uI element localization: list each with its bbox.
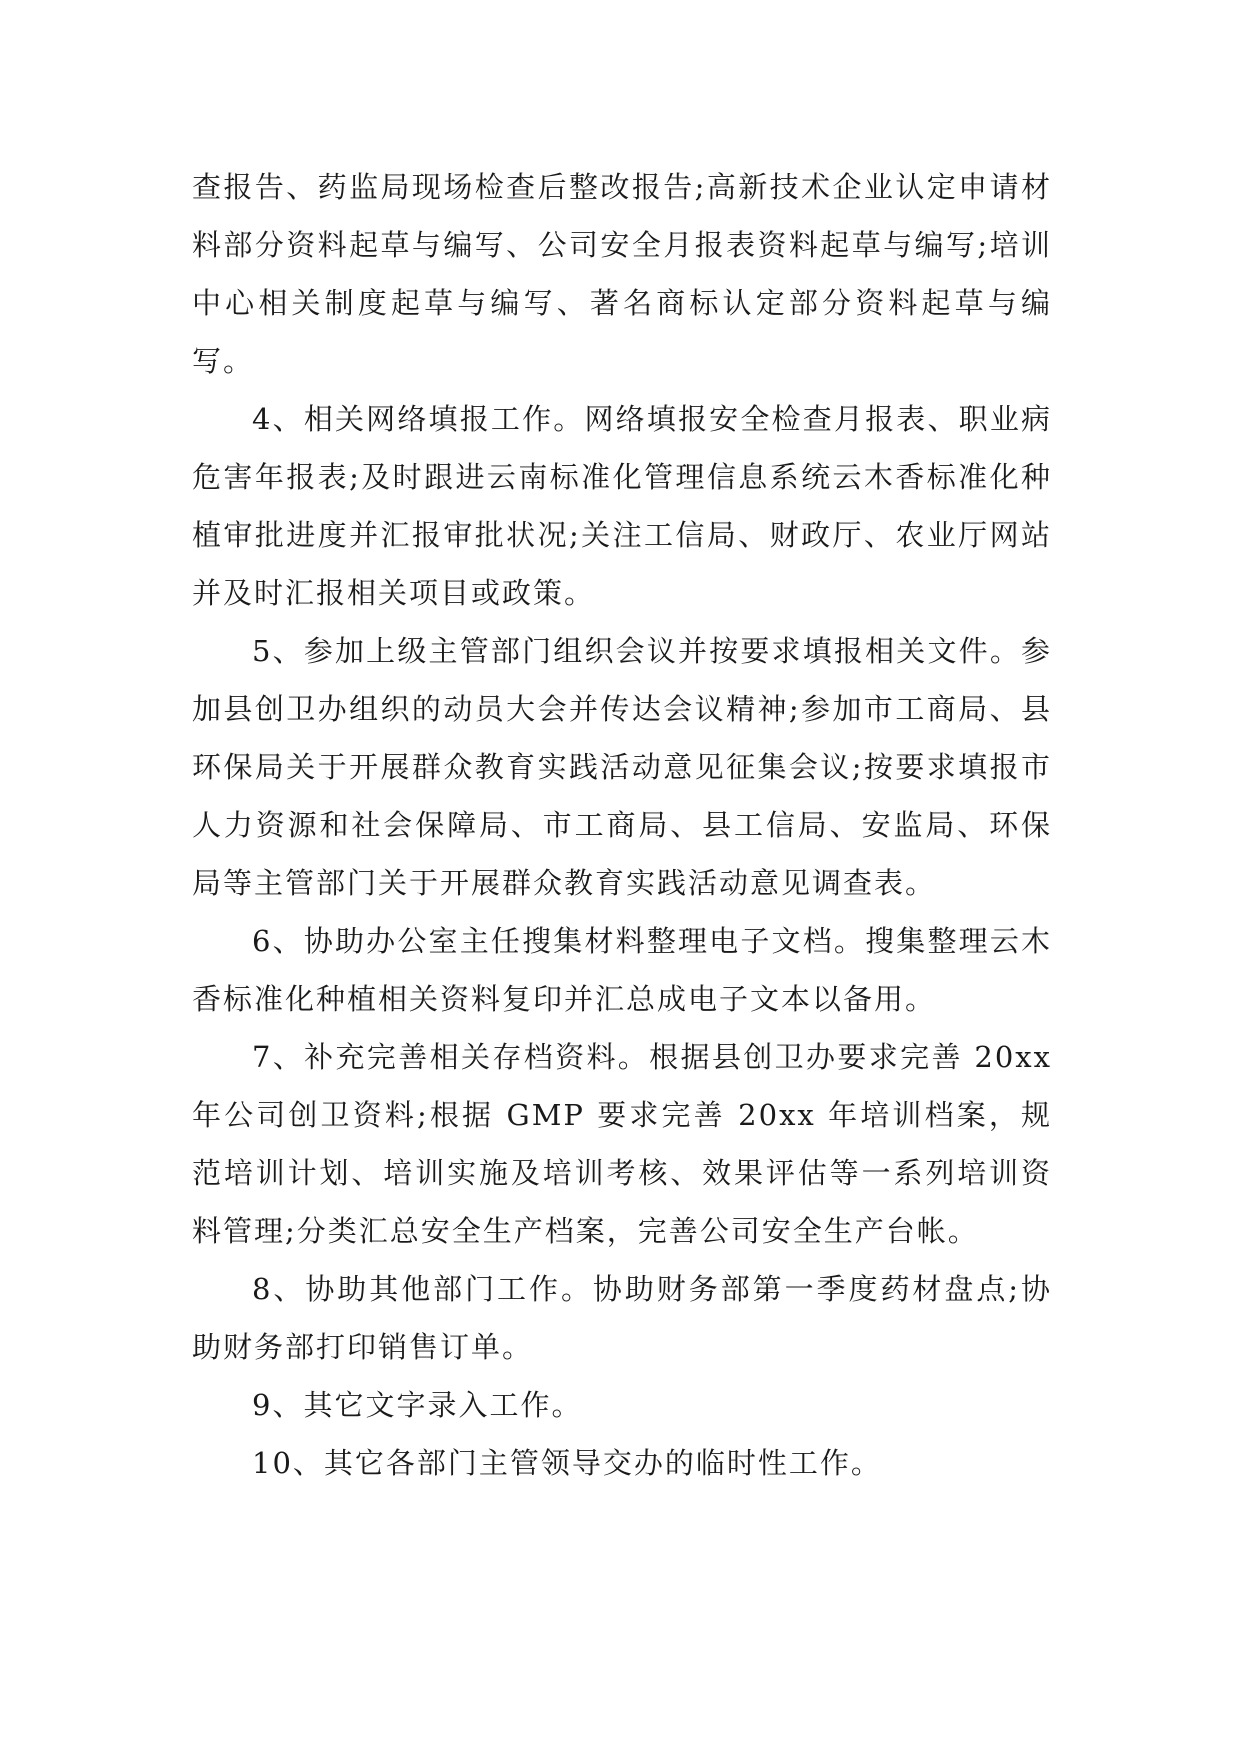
paragraph-item-7: 7、补充完善相关存档资料。根据县创卫办要求完善 20xx 年公司创卫资料;根据 GMP 要求完善 20xx 年培训档案，规范培训计划、培训实施及培训考核、效果评估等一系列培训资料管理;分类汇总安全生产档案，完善公司安全生产台帐。 xyxy=(192,1040,1052,1248)
document-body xyxy=(192,158,1052,1492)
paragraph-item-8: 8、协助其他部门工作。协助财务部第一季度药材盘点;协助财务部打印销售订单。 xyxy=(192,1272,1052,1364)
paragraph-item-9: 9、其它文字录入工作。 xyxy=(252,1388,583,1422)
paragraph-item-10: 10、其它各部门主管领导交办的临时性工作。 xyxy=(252,1446,882,1480)
paragraph-item-5: 5、参加上级主管部门组织会议并按要求填报相关文件。参加县创卫办组织的动员大会并传达会议精神;参加市工商局、县环保局关于开展群众教育实践活动意见征集会议;按要求填报市人力资源和社会保障局、市工商局、县工信局、安监局、环保局等主管部门关于开展群众教育实践活动意见调查表。 xyxy=(192,634,1052,900)
paragraph-item-6: 6、协助办公室主任搜集材料整理电子文档。搜集整理云木香标准化种植相关资料复印并汇总成电子文本以备用。 xyxy=(192,924,1052,1016)
paragraph-continuation: 查报告、药监局现场检查后整改报告;高新技术企业认定申请材料部分资料起草与编写、公司安全月报表资料起草与编写;培训中心相关制度起草与编写、著名商标认定部分资料起草与编写。 xyxy=(192,170,1052,378)
paragraph-item-4: 4、相关网络填报工作。网络填报安全检查月报表、职业病危害年报表;及时跟进云南标准化管理信息系统云木香标准化种植审批进度并汇报审批状况;关注工信局、财政厅、农业厅网站并及时汇报相关项目或政策。 xyxy=(192,402,1052,610)
